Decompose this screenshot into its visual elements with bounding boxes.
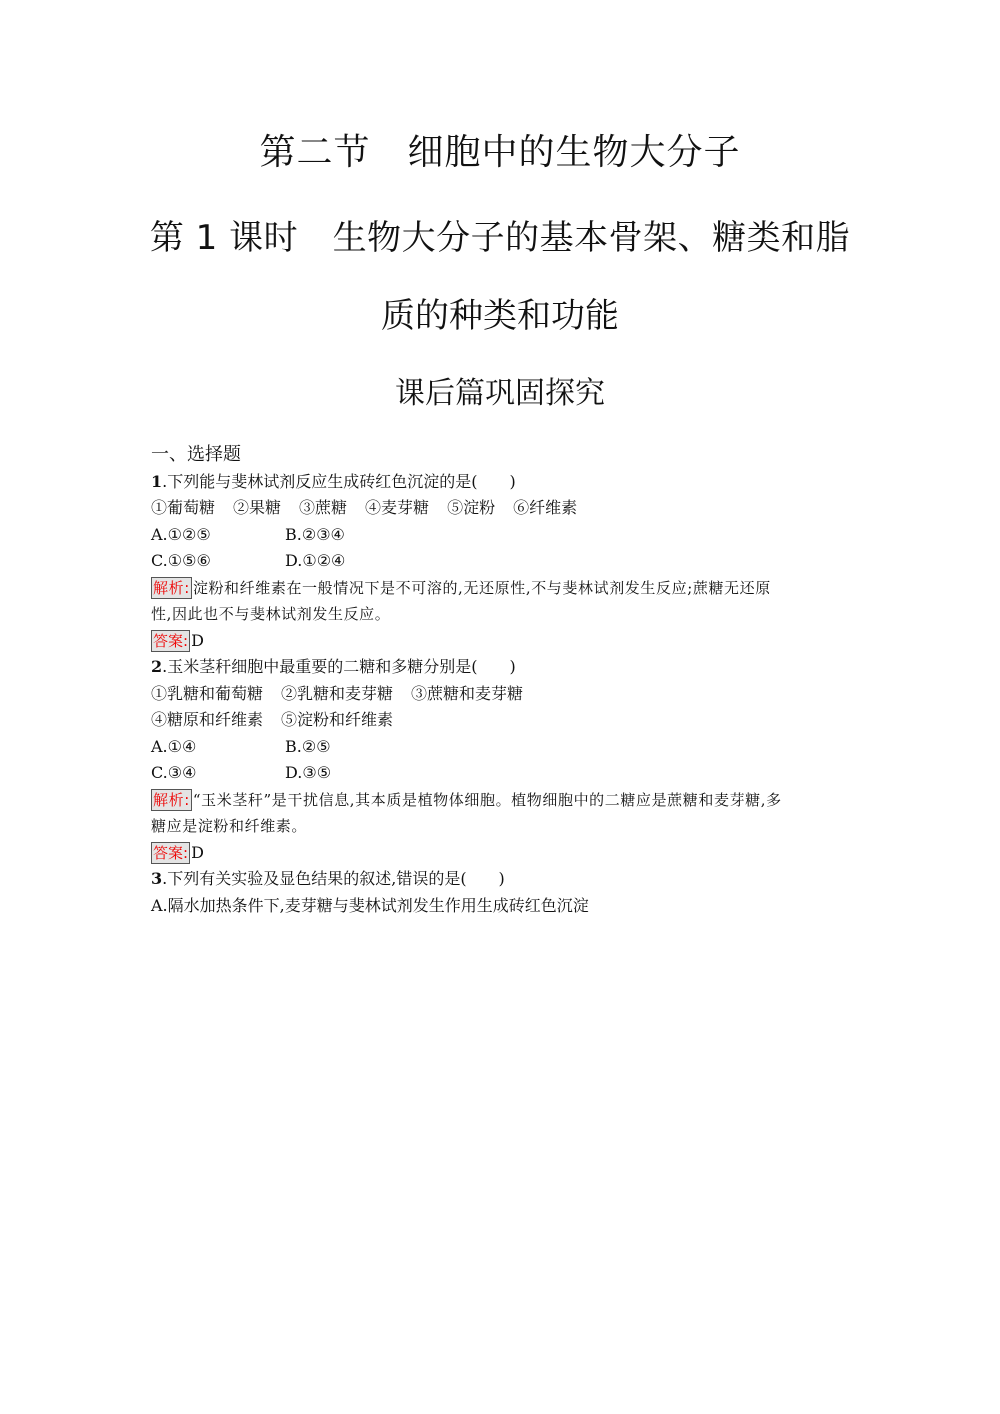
- answer-value: D: [191, 842, 204, 862]
- question-1-options-cd: [151, 548, 851, 575]
- item: ②果糖: [233, 498, 282, 517]
- question-2-analysis-cont: 糖应是淀粉和纤维素。: [151, 817, 308, 835]
- answer-value: D: [191, 630, 204, 650]
- answer-label: 答案:: [153, 631, 189, 650]
- item: ④糖原和纤维素: [151, 710, 264, 729]
- section-heading: 一、选择题: [151, 444, 241, 465]
- question-number: 2: [151, 657, 163, 676]
- lesson-title-line2: 质的种类和功能: [381, 296, 619, 336]
- item: ①葡萄糖: [151, 498, 216, 517]
- item: ①乳糖和葡萄糖: [151, 683, 264, 703]
- option-a: A.①④: [151, 736, 197, 756]
- question-number: 1: [151, 471, 163, 491]
- item: ③蔗糖和麦芽糖: [411, 683, 524, 703]
- subtitle: 课后篇巩固探究: [395, 376, 605, 411]
- question-1-analysis-cont: 性,因此也不与斐林试剂发生反应。: [151, 605, 391, 623]
- option-c: C.③④: [151, 763, 197, 782]
- analysis-label: 解析:: [153, 790, 190, 809]
- question-2-options-ab: [151, 734, 851, 761]
- question-1-analysis: [151, 575, 851, 602]
- question-2-stem: [151, 654, 851, 681]
- question-2-answer: [151, 840, 851, 867]
- analysis-text: “玉米茎秆”是干扰信息,其本质是植物体细胞。植物细胞中的二糖应是蔗糖和麦芽糖,多: [192, 790, 782, 809]
- question-text: .玉米茎秆细胞中最重要的二糖和多糖分别是( ): [162, 657, 516, 676]
- item: ②乳糖和麦芽糖: [281, 683, 394, 703]
- section-title: 第二节 细胞中的生物大分子: [259, 132, 741, 173]
- item: ⑥纤维素: [513, 498, 578, 517]
- item: ③蔗糖: [299, 498, 348, 517]
- option-a: A.①②⑤: [151, 524, 211, 544]
- option-b: B.②③④: [285, 524, 345, 544]
- item: ⑤淀粉和纤维素: [281, 710, 394, 729]
- question-2-items-row1: [151, 681, 851, 708]
- question-2-options-cd: [151, 760, 851, 787]
- option-d: D.①②④: [285, 551, 346, 570]
- lesson-title-line1: 第 1 课时 生物大分子的基本骨架、糖类和脂: [149, 218, 851, 258]
- question-number: 3: [151, 869, 163, 888]
- question-text: .下列能与斐林试剂反应生成砖红色沉淀的是( ): [162, 471, 516, 491]
- question-1-stem: [151, 469, 851, 496]
- item: ④麦芽糖: [365, 498, 430, 517]
- option-c: C.①⑤⑥: [151, 551, 211, 570]
- analysis-label: 解析:: [153, 578, 190, 597]
- question-3-stem: [151, 866, 851, 893]
- question-3-option-a: A.隔水加热条件下,麦芽糖与斐林试剂发生作用生成砖红色沉淀: [151, 895, 589, 915]
- question-1-items: [151, 495, 851, 522]
- item: ⑤淀粉: [447, 498, 496, 517]
- question-2-analysis: [151, 787, 851, 814]
- answer-label: 答案:: [153, 843, 189, 862]
- option-d: D.③⑤: [285, 763, 332, 782]
- question-text: .下列有关实验及显色结果的叙述,错误的是( ): [162, 869, 505, 888]
- question-1-answer: [151, 628, 851, 655]
- analysis-text: 淀粉和纤维素在一般情况下是不可溶的,无还原性,不与斐林试剂发生反应;蔗糖无还原: [192, 578, 771, 597]
- question-1-options-ab: [151, 522, 851, 549]
- option-b: B.②⑤: [285, 736, 331, 756]
- question-2-items-row2: [151, 707, 851, 734]
- question-list: [151, 442, 851, 919]
